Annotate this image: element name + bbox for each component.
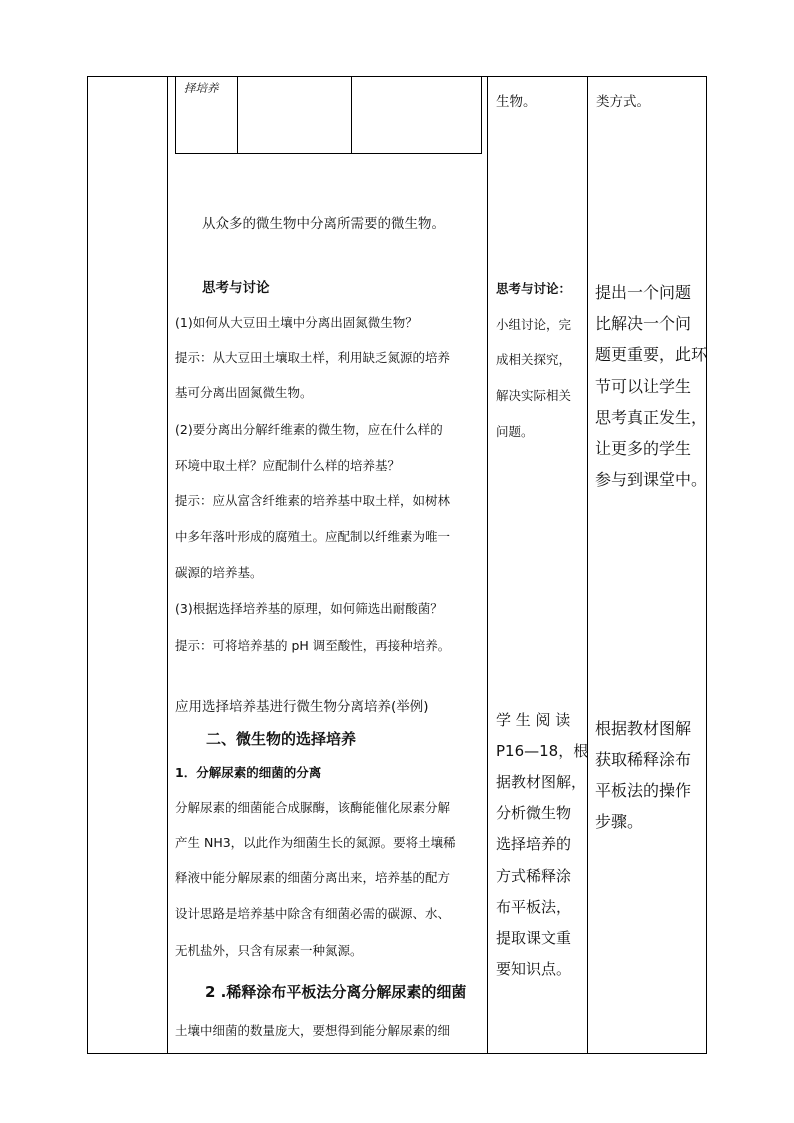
- student-discussion-line: 小组讨论，完: [496, 317, 572, 332]
- intent-line: 让更多的学生: [595, 439, 692, 458]
- student-reading-line: 方式稀释涂: [496, 867, 572, 885]
- intent-line: 根据教材图解: [595, 719, 692, 738]
- paragraph-line: 无机盐外，只含有尿素一种氮源。: [175, 943, 363, 958]
- table-border-right: [706, 76, 707, 1054]
- paragraph-line: 设计思路是培养基中除含有细菌必需的碳源、水、: [175, 906, 451, 921]
- discussion-line: (2)要分离出分解纤维素的微生物，应在什么样的: [175, 422, 443, 437]
- student-discussion-line: 问题。: [496, 424, 534, 439]
- discussion-line: 提示：可将培养基的 pH 调至酸性，再接种培养。: [175, 638, 451, 653]
- table-bottom-border: [87, 1053, 707, 1054]
- intent-line: 思考真正发生，: [595, 408, 708, 427]
- student-reading-line: P16—18，根: [496, 742, 589, 760]
- discussion-line: 碳源的培养基。: [175, 565, 263, 580]
- intent-line: 题更重要，此环: [595, 345, 708, 364]
- discussion-line: (1)如何从大豆田土壤中分离出固氮微生物？: [175, 315, 418, 330]
- student-column-top-text: 生物。: [496, 94, 537, 110]
- intent-line: 步骤。: [595, 812, 644, 831]
- intent-line: 参与到课堂中。: [595, 470, 708, 489]
- inner-table: [175, 77, 482, 154]
- subsection-one-heading: 1．分解尿素的细菌的分离: [175, 765, 322, 780]
- paragraph-line: 释液中能分解尿素的细菌分离出来，培养基的配方: [175, 870, 451, 885]
- discussion-line: 环境中取土样？应配制什么样的培养基？: [175, 458, 401, 473]
- intent-line: 比解决一个问: [595, 314, 692, 333]
- student-reading-line: 提取课文重: [496, 929, 572, 947]
- intent-line: 节可以让学生: [595, 377, 692, 396]
- inner-table-divider: [237, 77, 238, 153]
- table-divider-3: [587, 76, 588, 1054]
- table-divider-1: [167, 76, 168, 1054]
- student-reading-line: 分析微生物: [496, 804, 572, 822]
- intent-column-top-text: 类方式。: [596, 94, 650, 110]
- discussion-line: (3)根据选择培养基的原理，如何筛选出耐酸菌？: [175, 601, 443, 616]
- table-divider-2: [487, 76, 488, 1054]
- intent-line: 提出一个问题: [595, 283, 692, 302]
- paragraph-line: 土壤中细菌的数量庞大，要想得到能分解尿素的细: [175, 1023, 451, 1038]
- paragraph-line: 分解尿素的细菌能合成脲酶，该酶能催化尿素分解: [175, 800, 451, 815]
- student-discussion-line: 成相关探究，: [496, 352, 572, 367]
- subsection-two-heading: 2 .稀释涂布平板法分离分解尿素的细菌: [205, 983, 467, 1001]
- inner-table-cell: 择培养: [184, 81, 219, 95]
- inner-table-divider: [351, 77, 352, 153]
- student-reading-line: 选择培养的: [496, 835, 572, 853]
- discussion-line: 中多年落叶形成的腐殖土。应配制以纤维素为唯一: [175, 529, 451, 544]
- section-two-heading: 二、微生物的选择培养: [206, 730, 357, 748]
- student-reading-line: 要知识点。: [496, 960, 572, 978]
- student-reading-line: 据教材图解，: [496, 773, 587, 791]
- discussion-line: 提示：从大豆田土壤取土样，利用缺乏氮源的培养: [175, 350, 451, 365]
- student-discussion-title: 思考与讨论：: [496, 281, 572, 296]
- intro-text: 从众多的微生物中分离所需要的微生物。: [202, 216, 445, 232]
- intent-line: 平板法的操作: [595, 781, 692, 800]
- paragraph-line: 产生 NH3，以此作为细菌生长的氮源。要将土壤稀: [175, 835, 456, 850]
- student-reading-line: 学 生 阅 读: [496, 711, 571, 729]
- intent-line: 获取稀释涂布: [595, 750, 692, 769]
- table-border-left: [87, 76, 88, 1054]
- student-reading-line: 布平板法，: [496, 898, 572, 916]
- apply-heading: 应用选择培养基进行微生物分离培养(举例): [175, 699, 429, 715]
- discussion-line: 提示：应从富含纤维素的培养基中取土样，如树林: [175, 493, 451, 508]
- discussion-line: 基可分离出固氮微生物。: [175, 385, 313, 400]
- discussion-title: 思考与讨论: [202, 280, 270, 296]
- student-discussion-line: 解决实际相关: [496, 388, 572, 403]
